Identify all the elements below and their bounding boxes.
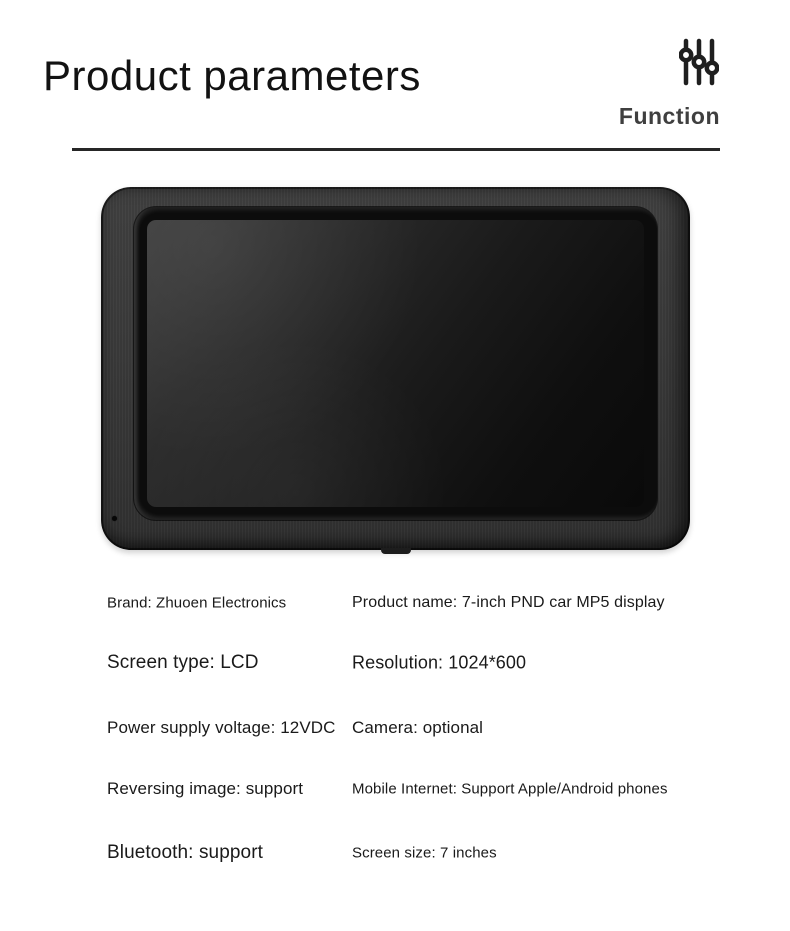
spec-reversing-image: Reversing image: support xyxy=(107,779,304,798)
spec-resolution: Resolution: 1024*600 xyxy=(352,652,527,673)
sliders-icon xyxy=(679,38,719,91)
function-label: Function xyxy=(618,103,720,129)
spec-camera: Camera: optional xyxy=(352,718,484,737)
device-bezel-recess xyxy=(134,207,657,520)
spec-bluetooth: Bluetooth: support xyxy=(107,842,264,863)
device-screen xyxy=(147,220,644,507)
spec-product-name: Product name: 7-inch PND car MP5 display xyxy=(352,594,665,611)
spec-brand: Brand: Zhuoen Electronics xyxy=(107,594,287,612)
spec-mobile-internet: Mobile Internet: Support Apple/Android phones xyxy=(352,780,668,798)
page-title: Product parameters xyxy=(43,52,421,99)
spec-screen-type: Screen type: LCD xyxy=(107,652,259,673)
function-block xyxy=(619,38,720,130)
title-divider xyxy=(72,148,720,151)
device-bottom-notch xyxy=(381,548,411,554)
spec-screen-size: Screen size: 7 inches xyxy=(352,844,497,862)
spec-power-voltage: Power supply voltage: 12VDC xyxy=(107,718,336,737)
device-mic-hole xyxy=(112,516,117,521)
product-image xyxy=(101,187,690,550)
